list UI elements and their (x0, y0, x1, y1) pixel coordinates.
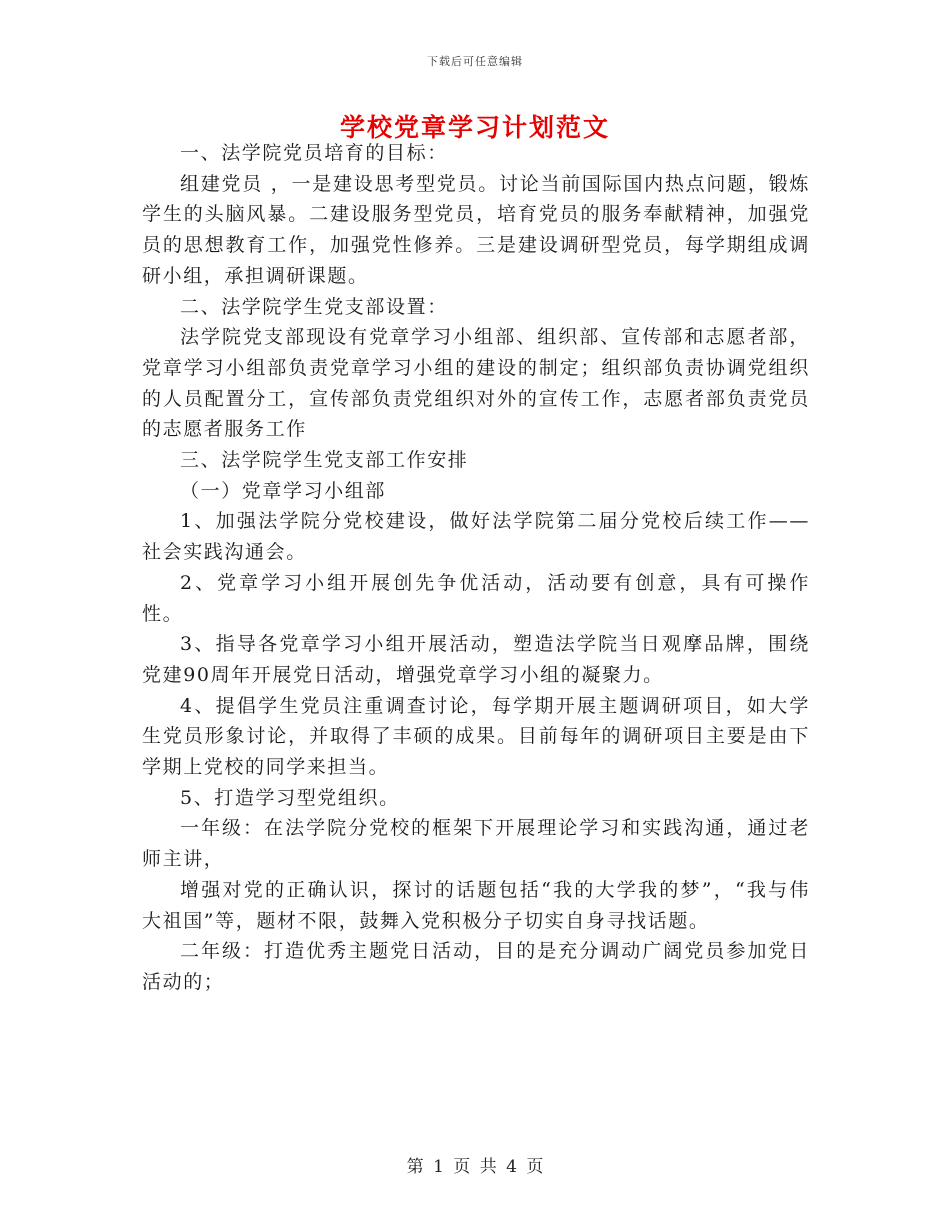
section-heading-arrangement: 三、法学院学生党支部工作安排 (180, 449, 469, 472)
section-heading-setup: 二、法学院学生党支部设置： (180, 295, 448, 318)
list-item: 5、打造学习型党组织。 (180, 786, 400, 809)
page-footer: 第 1 页 共 4 页 (406, 1157, 544, 1177)
list-item: 1、加强法学院分党校建设，做好法学院第二届分党校后续工作——社会实践沟通会。 (142, 510, 810, 564)
paragraph: 二年级：打造优秀主题党日活动，目的是充分调动广阔党员参加党日活动的； (142, 940, 810, 993)
header-note: 下载后可任意编辑 (427, 55, 523, 68)
list-item: 2、党章学习小组开展创先争优活动，活动要有创意，具有可操作性。 (142, 571, 810, 625)
paragraph: 法学院党支部现设有党章学习小组部、组织部、宣传部和志愿者部，党章学习小组部负责党章学习小组的建设的制定；组织部负责协调党组织的人员配置分工，宣传部负责党组织对外的宣传工作，志愿者部负责党员的志愿者服务工作 (142, 326, 810, 441)
section-heading-goals: 一、法学院党员培育的目标： (180, 142, 448, 164)
subsection-heading: （一）党章学习小组部 (180, 479, 387, 502)
list-item: 3、指导各党章学习小组开展活动，塑造法学院当日观摩品牌，围绕党建90周年开展党日活动，增强党章学习小组的凝聚力。 (142, 633, 810, 686)
document-body (142, 138, 810, 998)
paragraph: 一年级：在法学院分党校的框架下开展理论学习和实践沟通，通过老师主讲， (142, 817, 810, 871)
list-item: 4、提倡学生党员注重调查讨论，每学期开展主题调研项目，如大学生党员形象讨论，并取得了丰硕的成果。目前每年的调研项目主要是由下学期上党校的同学来担当。 (142, 694, 810, 779)
paragraph: 增强对党的正确认识，探讨的话题包括“我的大学我的梦”，“我与伟大祖国”等，题材不限，鼓舞入党积极分子切实自身寻找话题。 (142, 878, 810, 932)
document-title: 学校党章学习计划范文 (339, 113, 610, 142)
paragraph: 组建党员 ，一是建设思考型党员。讨论当前国际国内热点问题，锻炼学生的头脑风暴。二建设服务型党员，培育党员的服务奉献精神，加强党员的思想教育工作，加强党性修养。三是建设调研型党员，每学期组成调研小组，承担调研课题。 (142, 172, 810, 287)
